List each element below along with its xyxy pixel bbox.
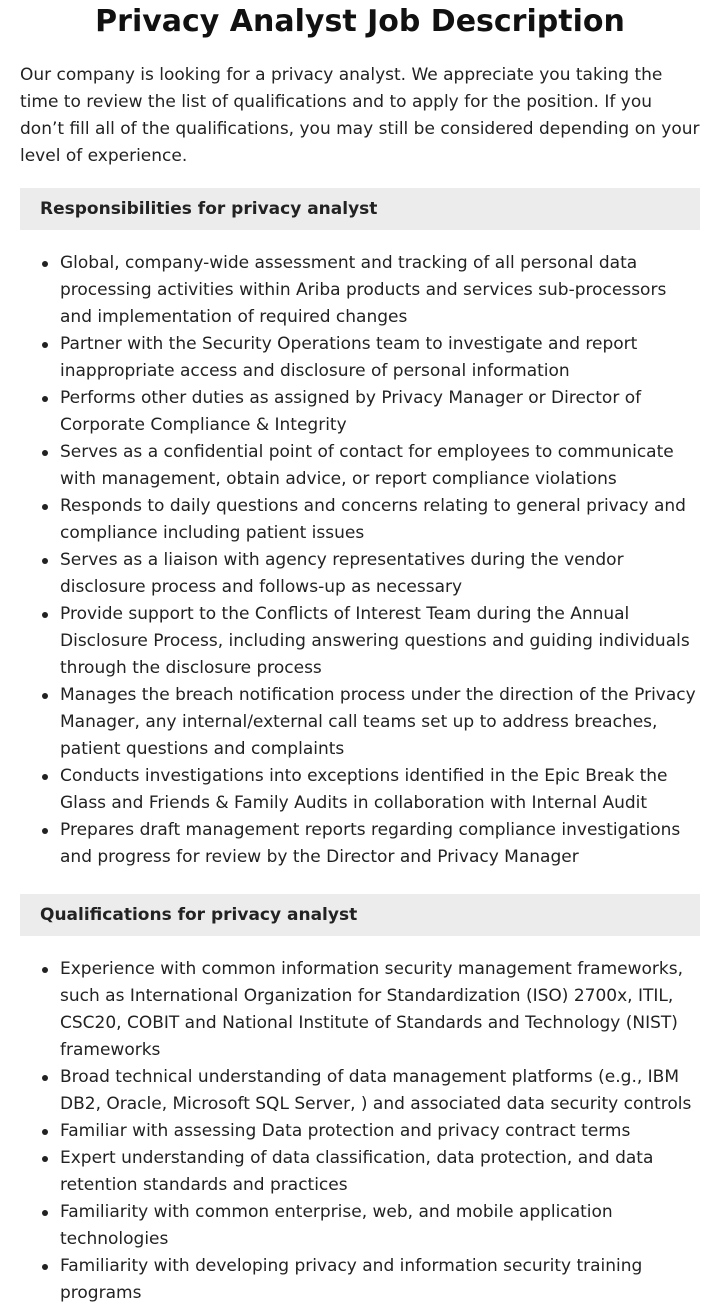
list-item: Provide support to the Conflicts of Interest Team during the Annual Disclosure Process, including answering questions and guiding individuals through the disclosure process (60, 601, 700, 682)
list-item: Responds to daily questions and concerns relating to general privacy and compliance including patient issues (60, 493, 700, 547)
list-item: Serves as a confidential point of contact for employees to communicate with management, obtain advice, or report compliance violations (60, 439, 700, 493)
list-item: Experience with common information security management frameworks, such as International Organization for Standardization (ISO) 2700x, ITIL, CSC20, COBIT and National Institute of Standards and Technology (NIST) frameworks (60, 956, 700, 1064)
intro-paragraph: Our company is looking for a privacy analyst. We appreciate you taking the time to review the list of qualifications and to apply for the position. If you don’t fill all of the qualifications, you may still be considered depending on your level of experience. (20, 65, 700, 166)
list-item: Serves as a liaison with agency representatives during the vendor disclosure process and follows-up as necessary (60, 547, 700, 601)
list-item: Expert understanding of data classification, data protection, and data retention standards and practices (60, 1145, 700, 1199)
list-item: Performs other duties as assigned by Privacy Manager or Director of Corporate Compliance & Integrity (60, 385, 700, 439)
list-item: Prepares draft management reports regarding compliance investigations and progress for review by the Director and Privacy Manager (60, 817, 700, 871)
list-item: Manages the breach notification process under the direction of the Privacy Manager, any internal/external call teams set up to address breaches, patient questions and complaints (60, 682, 700, 763)
qualifications-heading: Qualifications for privacy analyst (20, 894, 700, 936)
list-item: Conducts investigations into exceptions identified in the Epic Break the Glass and Friends & Family Audits in collaboration with Internal Audit (60, 763, 700, 817)
list-item: Familiar with assessing Data protection and privacy contract terms (60, 1118, 700, 1145)
list-item: Partner with the Security Operations team to investigate and report inappropriate access and disclosure of personal information (60, 331, 700, 385)
responsibilities-heading: Responsibilities for privacy analyst (20, 188, 700, 230)
responsibilities-list (20, 250, 700, 871)
qualifications-list (20, 956, 700, 1307)
list-item: Familiarity with common enterprise, web, and mobile application technologies (60, 1199, 700, 1253)
list-item: Global, company-wide assessment and tracking of all personal data processing activities within Ariba products and services sub-processors and implementation of required changes (60, 250, 700, 331)
list-item: Broad technical understanding of data management platforms (e.g., IBM DB2, Oracle, Microsoft SQL Server, ) and associated data security controls (60, 1064, 700, 1118)
page-title: Privacy Analyst Job Description (95, 4, 625, 39)
list-item: Familiarity with developing privacy and information security training programs (60, 1253, 700, 1307)
